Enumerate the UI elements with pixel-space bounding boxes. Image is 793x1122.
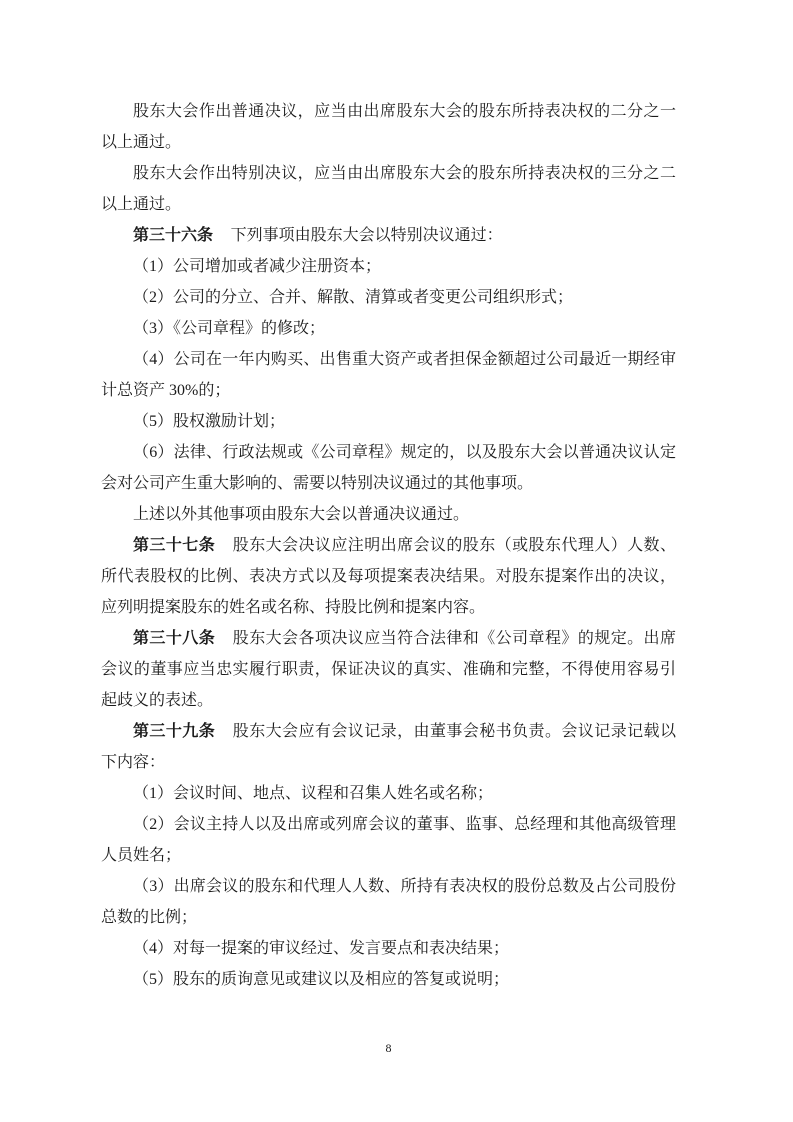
list-item-paragraph: （5）股权激励计划； bbox=[133, 413, 286, 430]
list-item-paragraph: （6）法律、行政法规或《公司章程》规定的，以及股东大会以普通决议认定会对公司产生重大影响的、需要以特别决议通过的其他事项。 bbox=[101, 444, 676, 492]
body-paragraph: 股东大会作出普通决议，应当由出席股东大会的股东所持表决权的二分之一以上通过。 bbox=[101, 103, 676, 151]
article-number: 第三十八条 bbox=[133, 630, 216, 647]
page-number: 8 bbox=[385, 1041, 392, 1055]
list-item-paragraph: （1）公司增加或者减少注册资本； bbox=[133, 258, 382, 275]
list-item-paragraph: （2）会议主持人以及出席或列席会议的董事、监事、总经理和其他高级管理人员姓名； bbox=[101, 816, 676, 864]
list-item-paragraph: （1）会议时间、地点、议程和召集人姓名或名称； bbox=[133, 785, 494, 802]
list-item-paragraph: （3）《公司章程》的修改； bbox=[133, 320, 326, 337]
list-item-paragraph: （3）出席会议的股东和代理人人数、所持有表决权的股份总数及占公司股份总数的比例； bbox=[101, 878, 676, 926]
document-body bbox=[101, 96, 676, 995]
list-item-paragraph: （5）股东的质询意见或建议以及相应的答复或说明； bbox=[133, 971, 510, 988]
article-number: 第三十六条 bbox=[133, 227, 214, 244]
article-paragraph: 第三十六条 下列事项由股东大会以特别决议通过： bbox=[133, 227, 503, 244]
article-paragraph: 第三十八条 股东大会各项决议应当符合法律和《公司章程》的规定。出席会议的董事应当忠实履行职责，保证决议的真实、准确和完整，不得使用容易引起歧义的表述。 bbox=[101, 630, 676, 709]
article-number: 第三十九条 bbox=[133, 723, 216, 740]
article-number: 第三十七条 bbox=[133, 537, 216, 554]
list-item-paragraph: （4）对每一提案的审议经过、发言要点和表决结果； bbox=[133, 940, 510, 957]
body-paragraph: 上述以外其他事项由股东大会以普通决议通过。 bbox=[133, 506, 470, 523]
list-item-paragraph: （4）公司在一年内购买、出售重大资产或者担保金额超过公司最近一期经审计总资产 30%的； bbox=[101, 351, 676, 399]
article-paragraph: 第三十九条 股东大会应有会议记录，由董事会秘书负责。会议记录记载以下内容： bbox=[101, 723, 676, 771]
article-paragraph: 第三十七条 股东大会决议应注明出席会议的股东（或股东代理人）人数、所代表股权的比例、表决方式以及每项提案表决结果。对股东提案作出的决议，应列明提案股东的姓名或名称、持股比例和提案内容。 bbox=[101, 537, 676, 616]
list-item-paragraph: （2）公司的分立、合并、解散、清算或者变更公司组织形式； bbox=[133, 289, 574, 306]
body-paragraph: 股东大会作出特别决议，应当由出席股东大会的股东所持表决权的三分之二以上通过。 bbox=[101, 165, 676, 213]
